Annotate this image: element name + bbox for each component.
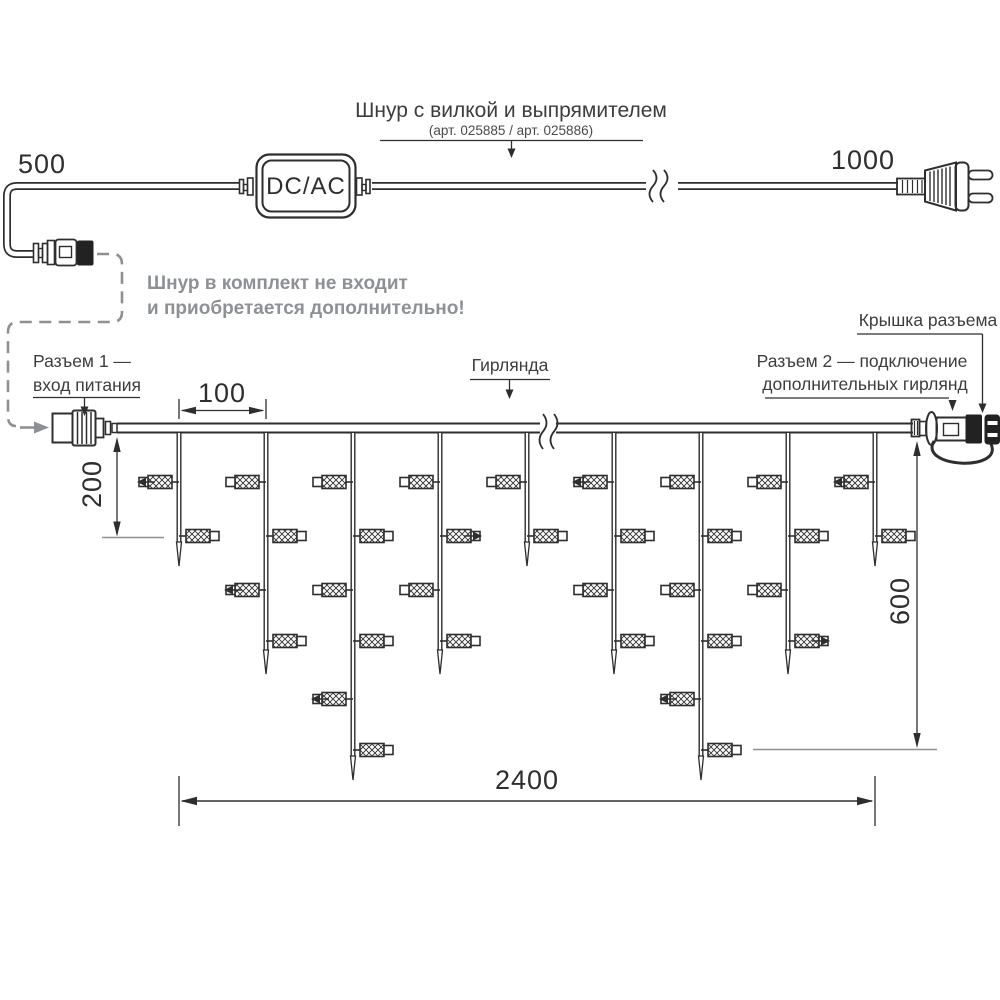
leader-arrow-icon (508, 149, 516, 159)
bulb-body (447, 635, 471, 648)
power-plug-icon (897, 163, 993, 211)
led-bulb (353, 744, 393, 757)
bulb-body (708, 744, 732, 757)
bulb-body (496, 476, 520, 489)
led-bulb (400, 584, 440, 597)
drop-tip (786, 650, 791, 674)
drop-tip (873, 542, 878, 566)
bulb-body (409, 584, 433, 597)
bulb-cap (471, 637, 480, 646)
connector2-label-line2: дополнительных гирлянд (762, 374, 968, 394)
garland-drop (400, 433, 482, 674)
led-bulb (137, 476, 179, 489)
bulb-cap (645, 532, 654, 541)
bulb-body (360, 635, 384, 648)
bulb-body (670, 476, 694, 489)
bulb-body (235, 476, 259, 489)
bulb-cap (732, 637, 741, 646)
bulb-cap (384, 637, 393, 646)
bulb-body (322, 584, 346, 597)
bulb-cap (732, 746, 741, 755)
garland-drop (224, 433, 306, 674)
bulb-body (273, 635, 297, 648)
led-bulb (313, 476, 353, 489)
bulb-cap (313, 586, 322, 595)
dcac-label: DC/AC (266, 173, 346, 200)
bulb-cap (661, 586, 670, 595)
bulb-cap (819, 532, 828, 541)
led-bulb (313, 584, 353, 597)
connector1-label-line2: вход питания (33, 375, 141, 395)
bulb-cap (661, 478, 670, 487)
led-bulb (701, 530, 741, 543)
bulb-body (795, 530, 819, 543)
cord-note-line1: Шнур в комплект не входит (147, 273, 408, 294)
bulb-cap (906, 532, 915, 541)
dashed-guide-path (8, 254, 122, 434)
drop-tip (612, 650, 617, 674)
garland-diagram-section (33, 310, 1000, 826)
bulb-body (409, 476, 433, 489)
dim-500-label: 500 (17, 149, 67, 179)
led-bulb (748, 584, 788, 597)
garland-drop (748, 433, 830, 674)
bulb-body (621, 530, 645, 543)
dim-200-label: 200 (77, 459, 107, 509)
connector1-label (33, 351, 141, 416)
bulb-body (360, 744, 384, 757)
bulb-cap (558, 532, 567, 541)
adapter-left-pin-icon (240, 178, 254, 195)
cord-connector-icon (34, 240, 94, 266)
cap-label-text: Крышка разъема (858, 310, 998, 330)
dim-1000-label: 1000 (830, 145, 896, 175)
led-bulb (788, 530, 828, 543)
drop-tip (699, 756, 704, 780)
connector1-label-line1: Разъем 1 — (33, 351, 131, 371)
connector2-label (757, 351, 968, 411)
connector2-icon (912, 412, 1000, 463)
leader-arrow-icon (979, 404, 987, 414)
led-bulb (400, 476, 440, 489)
led-bulb (701, 635, 741, 648)
bulb-body (708, 530, 732, 543)
bulb-body (273, 530, 297, 543)
dim-600-label: 600 (885, 576, 915, 626)
drop-tip (264, 650, 269, 674)
dcac-adapter (240, 155, 371, 218)
led-bulb (659, 693, 701, 706)
bulb-body (186, 530, 210, 543)
led-bulb (179, 530, 219, 543)
led-bulb (487, 476, 527, 489)
led-bulb (875, 530, 915, 543)
leader-arrow-icon (949, 400, 957, 411)
led-bulb (311, 693, 353, 706)
dim-100-label: 100 (197, 378, 247, 408)
led-bulb (614, 530, 654, 543)
bulb-body (621, 635, 645, 648)
bulb-cap (748, 586, 757, 595)
bulb-cap (297, 637, 306, 646)
drop-tip (177, 542, 182, 566)
led-bulb (614, 635, 654, 648)
led-bulb (661, 476, 701, 489)
led-bulb (572, 476, 614, 489)
drop-tip (525, 542, 530, 566)
led-bulb (701, 744, 741, 757)
connector2-label-line1: Разъем 2 — подключение (756, 351, 968, 371)
drop-tip (438, 650, 443, 674)
led-bulb (226, 476, 266, 489)
led-bulb (266, 530, 306, 543)
cord-break-icon (650, 170, 668, 202)
garland-label-text: Гирлянда (471, 355, 549, 375)
bulb-cap (297, 532, 306, 541)
bulb-cap (210, 532, 219, 541)
cord-title: Шнур с вилкой и выпрямителем (355, 99, 667, 122)
dim-2400-label: 2400 (494, 765, 560, 795)
bulb-body (360, 530, 384, 543)
bulb-body (882, 530, 906, 543)
adapter-right-pin-icon (357, 178, 371, 195)
connector-cap-icon (985, 415, 1000, 445)
led-bulb (527, 530, 567, 543)
bulb-body (708, 635, 732, 648)
dim-2400 (179, 765, 875, 826)
garland-drop (659, 433, 741, 780)
led-bulb (440, 530, 482, 543)
garland-drop (833, 433, 915, 566)
led-bulb (353, 635, 393, 648)
bulb-body (757, 476, 781, 489)
guide-arrow-icon (34, 422, 49, 434)
garland-break-icon (540, 414, 558, 449)
garland-drop (487, 433, 567, 566)
bulb-cap (384, 746, 393, 755)
bulb-cap (748, 478, 757, 487)
cord-title-leader (380, 141, 643, 159)
dim-100 (179, 378, 266, 419)
garland-drop (311, 433, 393, 780)
bulb-cap (400, 478, 409, 487)
bulb-cap (400, 586, 409, 595)
bulb-cap (574, 586, 583, 595)
leader-arrow-icon (506, 390, 514, 400)
led-bulb (574, 584, 614, 597)
bulb-body (322, 476, 346, 489)
bulb-cap (645, 637, 654, 646)
led-bulb (440, 635, 480, 648)
bulb-cap (226, 478, 235, 487)
bulb-cap (732, 532, 741, 541)
bulb-cap (384, 532, 393, 541)
bulb-body (670, 584, 694, 597)
bulb-body (534, 530, 558, 543)
power-cord-wire (7, 186, 898, 254)
garland-drops (137, 433, 915, 780)
led-bulb (661, 584, 701, 597)
bulb-cap (487, 478, 496, 487)
led-bulb (833, 476, 875, 489)
garland-label (470, 355, 550, 399)
cord-note-line2: и приобретается дополнительно! (147, 298, 465, 319)
garland-drop (572, 433, 654, 674)
led-bulb (266, 635, 306, 648)
connector1-icon (53, 411, 118, 446)
cord-subtitle: (арт. 025885 / арт. 025886) (428, 123, 594, 138)
bulb-cap (313, 478, 322, 487)
bulb-body (583, 584, 607, 597)
garland-drop (137, 433, 219, 566)
led-bulb (748, 476, 788, 489)
led-bulb (353, 530, 393, 543)
drop-tip (351, 756, 356, 780)
led-bulb (788, 635, 830, 648)
led-bulb (224, 584, 266, 597)
bulb-body (757, 584, 781, 597)
